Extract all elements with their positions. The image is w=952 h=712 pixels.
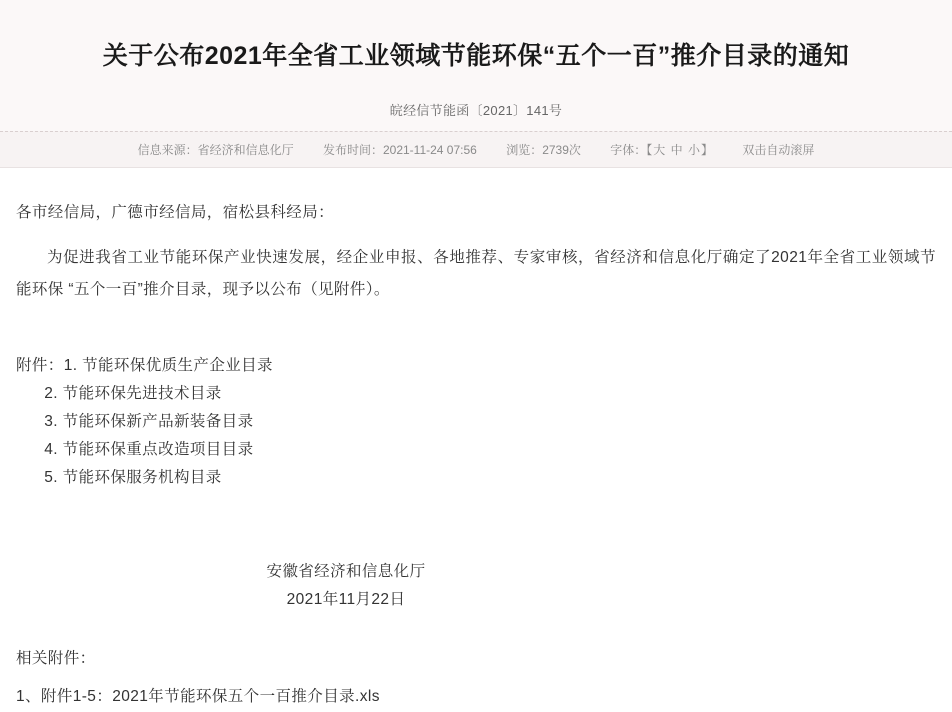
font-size-label: 字体： bbox=[610, 142, 647, 157]
page-title: 关于公布2021年全省工业领域节能环保“五个一百”推介目录的通知 bbox=[102, 41, 850, 70]
document-body bbox=[0, 168, 952, 712]
meta-publish-time: 发布时间：2021-11-24 07:56 bbox=[322, 142, 477, 157]
font-size-large-button[interactable]: 大 bbox=[653, 142, 666, 157]
meta-bar bbox=[0, 131, 952, 167]
related-attachment-item[interactable] bbox=[16, 682, 936, 712]
attachment-item: 3. 节能环保新产品新装备目录 bbox=[16, 412, 254, 430]
font-size-control bbox=[610, 143, 713, 157]
paragraph-1: 为促进我省工业节能环保产业快速发展，经企业申报、各地推荐、专家审核，省经济和信息化厅确定了2021年全省工业领域节能环保 “五个一百”推介目录，现予以公布（见附件）。 bbox=[16, 248, 936, 298]
body-spacer bbox=[16, 316, 936, 352]
related-attachments-title: 相关附件： bbox=[16, 649, 96, 667]
signature-organization: 安徽省经济和信息化厅 bbox=[266, 562, 426, 580]
signature-block bbox=[16, 558, 936, 614]
related-attachment-link[interactable]: 1、附件1-5：2021年节能环保五个一百推介目录.xls bbox=[16, 687, 380, 705]
font-size-medium-button[interactable]: 中 bbox=[670, 142, 683, 157]
attachment-item: 4. 节能环保重点改造项目目录 bbox=[16, 440, 254, 458]
meta-views: 浏览：2739次 bbox=[506, 142, 581, 157]
bracket-open: 【 bbox=[646, 142, 653, 157]
attachment-item: 2. 节能环保先进技术目录 bbox=[16, 384, 222, 402]
document-number: 皖经信节能函〔2021〕141号 bbox=[389, 102, 563, 118]
meta-source: 信息来源：省经济和信息化厅 bbox=[137, 142, 294, 157]
font-size-small-button[interactable]: 小 bbox=[687, 142, 700, 157]
document-header bbox=[0, 0, 952, 168]
attachment-list bbox=[16, 352, 936, 492]
signature-date: 2021年11月22日 bbox=[286, 590, 406, 608]
attachment-item: 附件：1. 节能环保优质生产企业目录 bbox=[16, 356, 273, 374]
attachment-item: 5. 节能环保服务机构目录 bbox=[16, 468, 222, 486]
salutation: 各市经信局，广德市经信局，宿松县科经局： bbox=[16, 203, 335, 221]
auto-scroll-button[interactable]: 双击自动滚屏 bbox=[742, 142, 815, 157]
bracket-close: 】 bbox=[701, 142, 714, 157]
